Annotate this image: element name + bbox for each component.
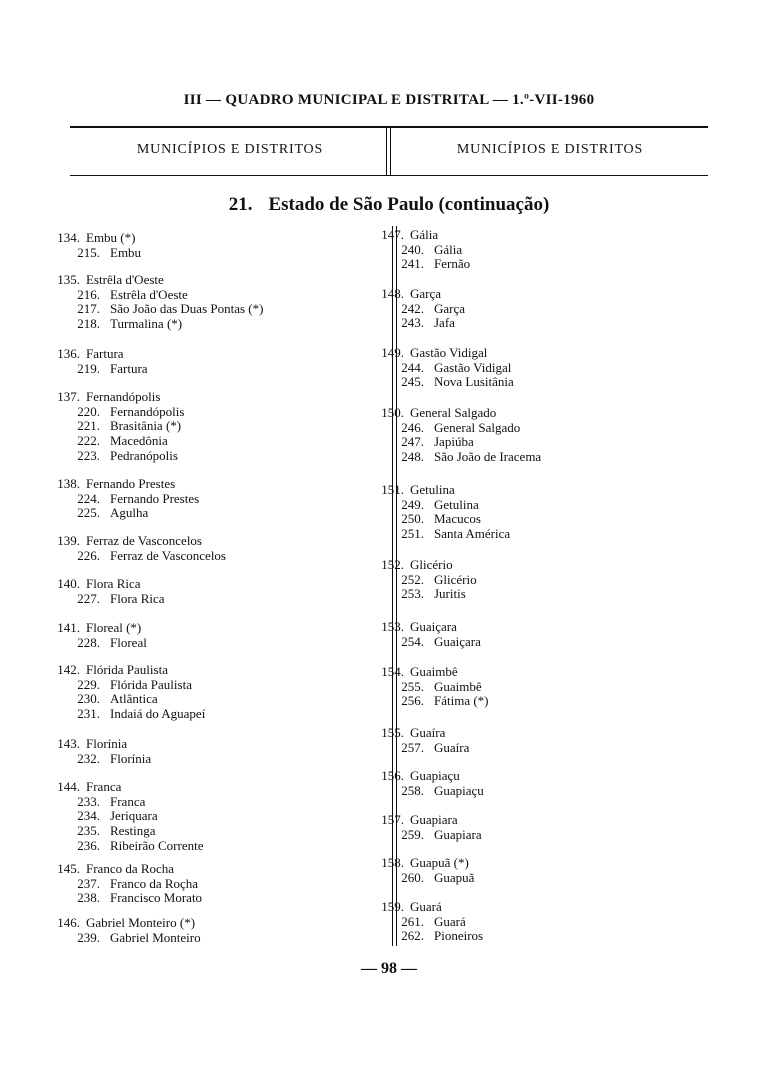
municipality-name: Florínia [86,736,128,751]
municipality-entry [362,813,482,842]
district-name: Fernão [434,256,471,272]
municipality-number: 154. [381,664,404,679]
municipality-name: General Salgado [410,405,497,420]
district-line [362,498,510,513]
district-name: Guaiçara [434,633,481,649]
district-number: 249. [401,496,424,512]
municipality-number: 134. [57,230,80,245]
municipality-line [38,390,184,405]
district-number: 257. [401,739,424,755]
municipality-number: 156. [381,768,404,783]
column-heading-left: MUNICÍPIOS E DISTRITOS [136,142,324,157]
municipality-number: 140. [57,576,80,591]
municipality-name: Guapuã (*) [410,855,469,870]
municipality-line [362,346,514,361]
municipality-entry [362,769,484,798]
municipality-entry [362,726,469,755]
district-line [38,752,151,767]
municipality-name: Guará [410,899,442,914]
district-name: Flora Rica [110,590,165,606]
municipality-name: Guaíra [410,725,446,740]
municipality-number: 144. [57,779,80,794]
district-line [362,587,477,602]
municipality-line [362,900,483,915]
district-number: 251. [401,526,424,542]
municipality-entry [362,856,474,885]
municipality-entry [362,287,465,331]
district-number: 224. [77,490,100,506]
municipality-name: Getulina [410,482,455,497]
district-line [38,405,184,420]
municipality-line [362,483,510,498]
district-number: 237. [77,875,100,891]
district-name: Guapiaçu [434,782,484,798]
district-name: Jeriquara [110,808,158,824]
district-name: Juritis [434,586,466,602]
district-line [38,809,204,824]
district-name: Francisco Morato [110,890,203,906]
municipality-number: 159. [381,899,404,914]
district-name: Brasitânia (*) [110,418,182,434]
district-line [38,891,202,906]
district-line [38,246,141,261]
municipality-name: Fernando Prestes [86,476,176,491]
district-number: 232. [77,750,100,766]
district-name: Fátima (*) [434,693,489,709]
municipality-name: Fartura [86,346,124,361]
district-name: Fernando Prestes [110,490,200,506]
municipality-name: Franca [86,779,122,794]
municipality-entry [38,663,205,722]
municipality-entry [362,346,514,390]
district-line [362,573,477,588]
district-number: 219. [77,360,100,376]
district-line [38,877,202,892]
page-number: — 98 — [361,960,417,977]
municipality-entry [38,534,226,563]
district-number: 220. [77,403,100,419]
municipality-line [38,916,201,931]
district-name: Macucos [434,511,481,527]
state-number: 21. [228,194,253,215]
municipality-entry [362,620,481,649]
district-name: Glicério [434,571,477,587]
district-number: 217. [77,301,100,317]
district-number: 247. [401,434,424,450]
district-name: Franca [110,793,146,809]
district-line [362,421,541,436]
district-number: 255. [401,678,424,694]
municipality-line [38,663,205,678]
municipality-number: 148. [381,286,404,301]
municipality-entry [38,862,202,906]
district-number: 248. [401,449,424,465]
district-number: 262. [401,928,424,944]
municipality-entry [362,228,470,272]
district-name: Guapiara [434,826,482,842]
district-number: 223. [77,447,100,463]
municipality-line [38,231,141,246]
district-number: 256. [401,693,424,709]
district-name: Flórida Paulista [110,676,192,692]
district-name: Franco da Roçha [110,875,199,891]
municipality-name: Guapiaçu [410,768,460,783]
district-line [38,449,184,464]
district-name: Turmalina (*) [110,316,183,332]
district-name: Restinga [110,823,156,839]
district-number: 245. [401,374,424,390]
municipality-entry [38,621,147,650]
municipality-entry [38,273,263,332]
district-name: Guaimbê [434,678,482,694]
municipality-entry [38,780,204,854]
municipality-number: 153. [381,619,404,634]
municipality-entry [362,483,510,542]
municipality-entry [38,347,148,376]
municipality-line [362,287,465,302]
state-title [0,194,778,216]
district-line [362,741,469,756]
district-number: 222. [77,433,100,449]
municipality-name: Guaimbê [410,664,458,679]
municipality-line [362,665,489,680]
municipality-name: Fernandópolis [86,389,161,404]
district-line [38,549,226,564]
district-number: 230. [77,691,100,707]
district-line [362,257,470,272]
district-number: 253. [401,586,424,602]
district-name: Gália [434,241,463,257]
district-number: 225. [77,505,100,521]
municipality-number: 136. [57,346,80,361]
municipality-line [38,737,151,752]
district-number: 215. [77,244,100,260]
top-rule [70,126,708,128]
municipality-line [38,347,148,362]
municipality-entry [38,577,165,606]
district-line [362,929,483,944]
district-line [38,839,204,854]
municipality-number: 141. [57,620,80,635]
district-line [38,362,148,377]
municipality-name: Flórida Paulista [86,662,168,677]
district-number: 243. [401,315,424,331]
municipality-entry [362,665,489,709]
municipality-name: Guaiçara [410,619,457,634]
district-name: Ribeirão Corrente [110,837,204,853]
municipality-line [38,621,147,636]
municipality-name: Ferraz de Vasconcelos [86,533,202,548]
municipality-number: 150. [381,405,404,420]
municipality-line [38,534,226,549]
district-name: Guará [434,913,466,929]
district-line [38,288,263,303]
municipality-line [362,558,477,573]
municipality-line [362,769,484,784]
district-number: 228. [77,634,100,650]
district-name: Garça [434,300,466,316]
district-line [362,784,484,799]
district-line [38,707,205,722]
municipality-name: Estrêla d'Oeste [86,272,164,287]
municipality-entry [38,390,184,464]
district-number: 240. [401,241,424,257]
district-line [362,512,510,527]
district-name: Indaiá do Aguapeí [110,706,206,722]
district-line [362,361,514,376]
municipality-line [38,780,204,795]
district-number: 241. [401,256,424,272]
municipality-number: 145. [57,861,80,876]
district-name: Atlântica [110,691,158,707]
district-number: 252. [401,571,424,587]
district-line [362,243,470,258]
district-line [38,824,204,839]
municipality-number: 158. [381,855,404,870]
district-number: 233. [77,793,100,809]
district-name: Japiúba [434,434,474,450]
district-name: Florínia [110,750,152,766]
district-name: Estrêla d'Oeste [110,286,188,302]
municipality-number: 152. [381,557,404,572]
district-number: 238. [77,890,100,906]
district-number: 246. [401,419,424,435]
municipality-number: 147. [381,227,404,242]
municipality-number: 157. [381,812,404,827]
municipality-line [362,813,482,828]
district-number: 235. [77,823,100,839]
municipality-name: Gastão Vidigal [410,345,488,360]
district-name: Agulha [110,505,149,521]
municipality-line [362,856,474,871]
district-line [362,450,541,465]
district-number: 261. [401,913,424,929]
district-number: 239. [77,929,100,945]
column-heading-right: MUNICÍPIOS E DISTRITOS [456,142,644,157]
municipality-entry [362,900,483,944]
municipality-line [362,228,470,243]
header-divider-right [390,128,391,176]
municipality-entry [38,231,141,260]
district-line [362,871,474,886]
district-number: 216. [77,286,100,302]
district-line [38,434,184,449]
district-name: Fernandópolis [110,403,185,419]
municipality-line [362,620,481,635]
municipality-name: Guapiara [410,812,458,827]
municipality-name: Franco da Rocha [86,861,175,876]
district-name: Ferraz de Vasconcelos [110,547,226,563]
district-line [362,375,514,390]
district-number: 254. [401,633,424,649]
district-name: General Salgado [434,419,521,435]
municipality-line [362,406,541,421]
district-line [362,527,510,542]
municipality-name: Glicério [410,557,453,572]
district-line [38,506,199,521]
header-bottom-rule [70,175,708,176]
municipality-entry [362,406,541,465]
district-line [362,915,483,930]
municipality-entry [38,477,199,521]
municipality-entry [38,737,151,766]
municipality-line [38,477,199,492]
district-name: Getulina [434,496,479,512]
district-name: Pedranópolis [110,447,178,463]
municipality-number: 155. [381,725,404,740]
district-name: Santa América [434,526,511,542]
district-number: 250. [401,511,424,527]
district-line [362,316,465,331]
municipality-line [38,862,202,877]
district-line [38,302,263,317]
district-line [362,635,481,650]
district-line [362,302,465,317]
district-number: 259. [401,826,424,842]
district-name: Gastão Vidigal [434,359,512,375]
municipality-number: 146. [57,915,80,930]
header-divider-left [386,128,387,176]
district-number: 258. [401,782,424,798]
municipality-line [38,577,165,592]
district-name: São João das Duas Pontas (*) [110,301,264,317]
district-name: Jafa [434,315,455,331]
municipality-number: 151. [381,482,404,497]
district-line [38,795,204,810]
municipality-name: Garça [410,286,442,301]
municipality-number: 139. [57,533,80,548]
district-number: 218. [77,316,100,332]
municipality-entry [38,916,201,945]
district-number: 226. [77,547,100,563]
district-line [38,419,184,434]
municipality-name: Floreal (*) [86,620,142,635]
district-name: Guaíra [434,739,470,755]
municipality-number: 135. [57,272,80,287]
district-name: Floreal [110,634,147,650]
district-line [38,931,201,946]
municipality-number: 137. [57,389,80,404]
district-line [362,435,541,450]
district-name: Guapuã [434,869,475,885]
district-number: 236. [77,837,100,853]
municipality-name: Gabriel Monteiro (*) [86,915,196,930]
municipality-name: Embu (*) [86,230,136,245]
district-line [362,680,489,695]
district-name: Gabriel Monteiro [110,929,201,945]
district-line [38,678,205,693]
district-name: São João de Iracema [434,449,542,465]
district-number: 260. [401,869,424,885]
municipality-number: 149. [381,345,404,360]
district-number: 229. [77,676,100,692]
district-line [362,828,482,843]
district-line [38,492,199,507]
state-name: Estado de São Paulo (continuação) [268,194,550,215]
page-header: III — QUADRO MUNICIPAL E DISTRITAL — 1.º-VII-1960 [183,92,595,108]
district-number: 227. [77,590,100,606]
municipality-line [362,726,469,741]
district-name: Embu [110,244,142,260]
district-name: Nova Lusitânia [434,374,514,390]
district-name: Fartura [110,360,148,376]
municipality-number: 142. [57,662,80,677]
district-line [38,692,205,707]
district-number: 244. [401,359,424,375]
district-number: 234. [77,808,100,824]
district-line [38,636,147,651]
municipality-number: 143. [57,736,80,751]
district-number: 221. [77,418,100,434]
district-number: 231. [77,706,100,722]
municipality-line [38,273,263,288]
municipality-name: Flora Rica [86,576,141,591]
municipality-number: 138. [57,476,80,491]
district-name: Pioneiros [434,928,484,944]
district-name: Macedônia [110,433,168,449]
district-line [38,592,165,607]
district-line [38,317,263,332]
district-line [362,694,489,709]
district-number: 242. [401,300,424,316]
municipality-entry [362,558,477,602]
municipality-name: Gália [410,227,439,242]
